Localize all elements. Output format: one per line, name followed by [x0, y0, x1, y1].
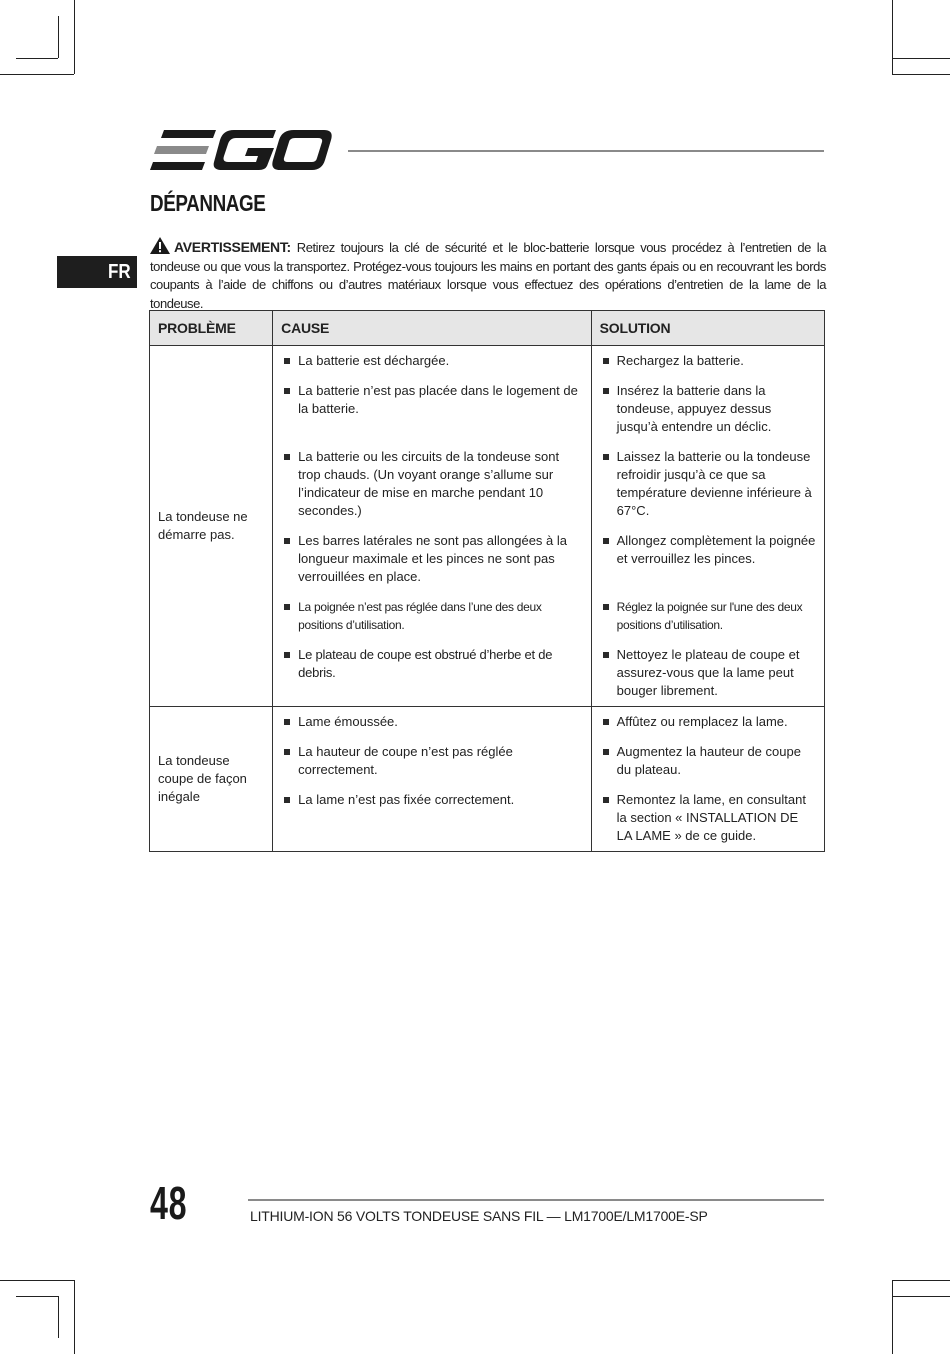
warning-text: Retirez toujours la clé de sécurité et le bloc-batterie lorsque vous procédez à l’entretien de la tondeuse ou que vous la transportez. Protégez-vous toujours les mains en portant des gants épais ou en recouvrant les bords coupants à l’aide de chiffons ou d’autres matériaux lorsque vous effectuez des opérations d’entretien de la lame de la tondeuse. [150, 240, 826, 311]
solution-item: Remontez la lame, en consultant la section « INSTALLATION DE LA LAME » de ce guide. [600, 791, 816, 845]
solution-cell [591, 346, 824, 707]
solution-item: Insérez la batterie dans la tondeuse, appuyez dessus jusqu’à entendre un déclic. [600, 382, 816, 436]
solution-cell [591, 707, 824, 852]
cause-cell [273, 346, 591, 707]
cause-item: Les barres latérales ne sont pas allongées à la longueur maximale et les pinces ne sont pas verrouillées en place. [281, 532, 582, 586]
solution-item: Nettoyez le plateau de coupe et assurez-vous que la lame peut bouger librement. [600, 646, 816, 700]
solution-item: Allongez complètement la poignée et verrouillez les pinces. [600, 532, 816, 586]
page-number: 48 [150, 1177, 188, 1229]
footer-rule [248, 1199, 824, 1201]
crop-mark [58, 1296, 59, 1338]
solution-item: Augmentez la hauteur de coupe du plateau. [600, 743, 816, 779]
cause-item: La batterie n’est pas placée dans le logement de la batterie. [281, 382, 582, 436]
header-cause: CAUSE [273, 311, 591, 346]
cause-item: La batterie est déchargée. [281, 352, 582, 370]
crop-mark [74, 0, 75, 74]
language-tab [57, 256, 137, 288]
crop-mark [16, 58, 58, 59]
cause-item: Lame émoussée. [281, 713, 582, 731]
crop-mark [892, 1280, 893, 1354]
table-row [150, 707, 825, 852]
header-problem: PROBLÈME [150, 311, 273, 346]
problem-cell: La tondeuse coupe de façon inégale [150, 707, 273, 852]
cause-item: La batterie ou les circuits de la tondeuse sont trop chauds. (Un voyant orange s’allume sur l’indicateur de mise en marche pendant 10 secondes.) [281, 448, 582, 520]
crop-mark [892, 1280, 950, 1281]
language-tab-label: FR [108, 261, 131, 283]
crop-mark [74, 1280, 75, 1354]
cause-item: Le plateau de coupe est obstrué d’herbe et de debris. [281, 646, 582, 700]
crop-mark [58, 16, 59, 58]
crop-mark [892, 0, 893, 74]
cause-item: La poignée n’est pas réglée dans l’une des deux positions d’utilisation. [281, 598, 582, 634]
crop-mark [892, 58, 950, 59]
solution-item: Affûtez ou remplacez la lame. [600, 713, 816, 731]
cause-item: La hauteur de coupe n’est pas réglée correctement. [281, 743, 582, 779]
table-header-row [150, 311, 825, 346]
ego-logo [150, 128, 332, 172]
cause-item: La lame n’est pas fixée correctement. [281, 791, 582, 845]
crop-mark [892, 74, 950, 75]
crop-mark [892, 1296, 950, 1297]
table-row [150, 346, 825, 707]
header-rule [348, 150, 824, 152]
header-solution: SOLUTION [591, 311, 824, 346]
warning-label: AVERTISSEMENT: [174, 239, 291, 255]
problem-cell: La tondeuse ne démarre pas. [150, 346, 273, 707]
solution-item: Réglez la poignée sur l'une des deux positions d’utilisation. [600, 598, 816, 634]
page-title: DÉPANNAGE [150, 190, 266, 216]
solution-item: Laissez la batterie ou la tondeuse refroidir jusqu’à ce que sa température devienne inférieure à 67°C. [600, 448, 816, 520]
warning-block [150, 237, 826, 313]
crop-mark [0, 74, 74, 75]
footer-text: LITHIUM-ION 56 VOLTS TONDEUSE SANS FIL — LM1700E/LM1700E-SP [250, 1208, 708, 1224]
troubleshooting-table [149, 310, 825, 852]
cause-cell [273, 707, 591, 852]
crop-mark [16, 1296, 58, 1297]
solution-item: Rechargez la batterie. [600, 352, 816, 370]
warning-triangle-icon [150, 237, 170, 254]
crop-mark [0, 1280, 74, 1281]
